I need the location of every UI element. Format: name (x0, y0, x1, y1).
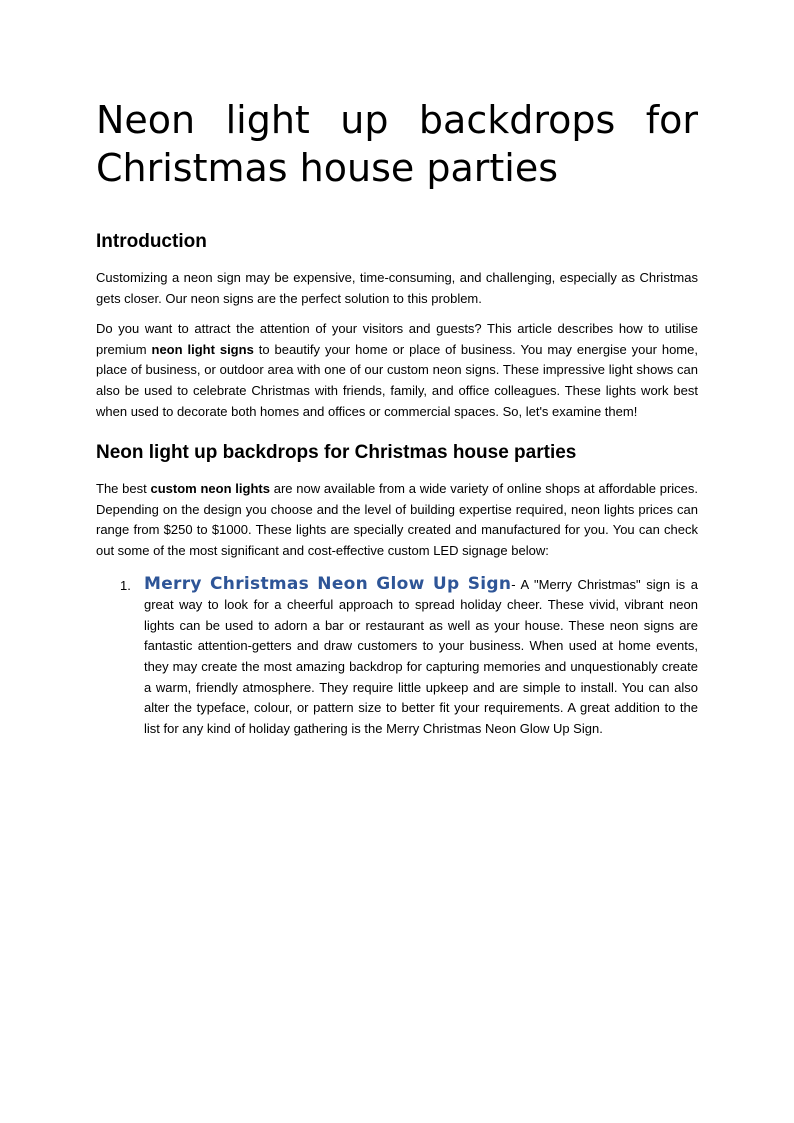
list-item-number: 1. (120, 577, 131, 593)
list-item (120, 573, 698, 740)
intro-paragraph-2-text-end: to beautify your home or place of business. You may energise your home, place of business, or outdoor area with one of our custom neon signs. These impressive light shows can also be used to celebrate Christmas with friends, family, and office colleagues. These lights work best when used to decorate both homes and offices or commercial spaces. So, let's examine them! (96, 341, 698, 419)
section-paragraph (96, 479, 698, 561)
section-paragraph-text-start: The best (96, 481, 151, 497)
document-title-line-2: Christmas house parties (96, 146, 559, 190)
introduction-heading: Introduction (96, 231, 207, 252)
section-heading: Neon light up backdrops for Christmas house parties (96, 442, 577, 464)
intro-paragraph-2-text-start: Do you want to attract the attention of your visitors and guests? This article describes how to utilise premium (96, 321, 698, 357)
signage-list (96, 574, 698, 740)
intro-paragraph-1: Customizing a neon sign may be expensive, time-consuming, and challenging, especially as Christmas gets closer. Our neon signs are the perfect solution to this problem. (96, 270, 698, 306)
intro-paragraph-2-bold-term: neon light signs (151, 341, 254, 357)
document-title-line-1: Neon light up backdrops for (96, 98, 698, 142)
section-paragraph-text-end: are now available from a wide variety of online shops at affordable prices. Depending on the design you choose and the level of building expertise required, neon lights prices can range from $250 to $1000. These lights are specially created and manufactured for you. You can check out some of the most significant and cost-effective custom LED signage below: (96, 481, 698, 558)
section-paragraph-bold-term: custom neon lights (150, 481, 270, 497)
list-item-text: - A "Merry Christmas" sign is a great way to look for a cheerful approach to spread holiday cheer. These vivid, vibrant neon lights can be used to adorn a bar or restaurant as well as your house. These neon signs are fantastic attention-getters and draw customers to your business. When used at home events, they may create the most amazing backdrop for capturing memories and unquestionably create a warm, friendly atmosphere. They require little upkeep and are simple to install. You can also alter the typeface, colour, or pattern size to better fit your requirements. A great addition to the list for any kind of holiday gathering is the Merry Christmas Neon Glow Up Sign. (144, 576, 698, 736)
list-item-heading: Merry Christmas Neon Glow Up Sign (144, 573, 512, 594)
document-title (96, 96, 698, 192)
document-page (96, 96, 698, 739)
intro-paragraph-2 (96, 319, 698, 422)
